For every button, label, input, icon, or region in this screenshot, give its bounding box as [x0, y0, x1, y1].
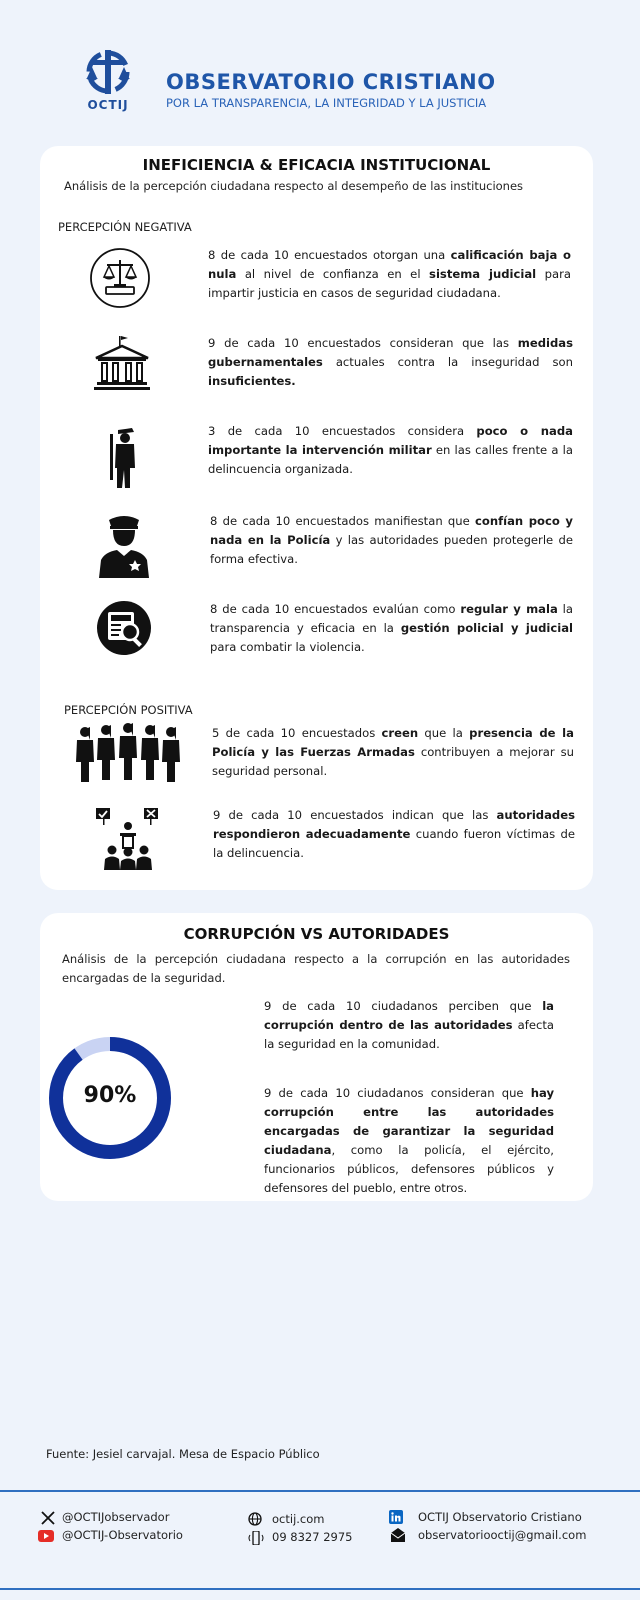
- survey-text: 9 de cada 10 encuestados indican que las autoridades respondieron adecuadamente cuando fueron víctimas de la delincuencia.: [213, 808, 575, 860]
- twitter-handle[interactable]: @OCTIJobservador: [62, 1510, 170, 1524]
- youtube-icon: [38, 1529, 54, 1543]
- corruption-text: 9 de cada 10 ciudadanos consideran que hay corrupción entre las autoridades encargadas de garantizar la seguridad ciudadana, como la policía, el ejército, funcionarios públicos, defensores públicos y defensores del pueblo, entre otros.: [264, 1086, 554, 1195]
- list-item: [40, 422, 593, 494]
- website-link[interactable]: octij.com: [272, 1512, 325, 1526]
- phone-number: 09 8327 2975: [272, 1530, 353, 1544]
- footer-divider-bottom: [0, 1588, 640, 1590]
- survey-text: 3 de cada 10 encuestados considera poco o nada importante la intervención militar en las calles frente a la delincuencia organizada.: [208, 424, 573, 476]
- x-twitter-icon: [40, 1511, 56, 1525]
- youtube-handle[interactable]: @OCTIJ-Observatorio: [62, 1528, 183, 1542]
- globe-icon: [247, 1512, 263, 1526]
- saluting-soldiers-icon: [74, 720, 182, 784]
- government-building-icon: [92, 334, 152, 394]
- institutional-efficiency-card: [40, 146, 593, 890]
- mail-icon: [390, 1528, 406, 1542]
- section1-subtitle: Análisis de la percepción ciudadana respecto al desempeño de las instituciones: [64, 179, 524, 193]
- brand-subtitle: POR LA TRANSPARENCIA, LA INTEGRIDAD Y LA JUSTICIA: [166, 96, 487, 110]
- survey-text: 8 de cada 10 encuestados manifiestan que confían poco y nada en la Policía y las autoridades pueden protegerle de forma efectiva.: [210, 514, 574, 566]
- linkedin-icon: [388, 1510, 404, 1524]
- survey-text: 9 de cada 10 encuestados consideran que las medidas gubernamentales actuales contra la inseguridad son insuficientes.: [208, 336, 573, 388]
- justice-scale-icon: [88, 246, 152, 310]
- cross-scale-icon: [80, 48, 136, 98]
- section1-title: INEFICIENCIA & EFICACIA INSTITUCIONAL: [142, 156, 491, 174]
- corruption-text: 9 de cada 10 ciudadanos perciben que la corrupción dentro de las autoridades afecta la seguridad en la comunidad.: [264, 999, 555, 1051]
- list-item: [40, 246, 593, 316]
- list-item: [40, 720, 593, 790]
- source-note: Fuente: Jesiel carvajal. Mesa de Espacio Público: [46, 1447, 320, 1461]
- document-inspection-icon: [96, 600, 152, 656]
- octij-logo: [80, 48, 136, 118]
- soldier-icon: [104, 422, 144, 492]
- header: [80, 48, 600, 118]
- negative-perception-label: PERCEPCIÓN NEGATIVA: [58, 220, 192, 234]
- donut-label: 90%: [83, 1083, 137, 1108]
- email-address[interactable]: observatoriooctij@gmail.com: [418, 1528, 587, 1542]
- voting-audience-icon: [92, 806, 164, 872]
- linkedin-name[interactable]: OCTIJ Observatorio Cristiano: [418, 1510, 582, 1524]
- survey-text: 5 de cada 10 encuestados creen que la presencia de la Policía y las Fuerzas Armadas contribuyen a mejorar su seguridad personal.: [212, 726, 575, 778]
- list-item: [40, 806, 593, 876]
- police-officer-icon: [95, 512, 153, 580]
- list-item: [40, 512, 593, 584]
- survey-text: 8 de cada 10 encuestados otorgan una calificación baja o nula al nivel de confianza en el sistema judicial para impartir justicia en casos de seguridad ciudadana.: [208, 248, 571, 300]
- brand-title: OBSERVATORIO CRISTIANO: [166, 70, 496, 94]
- phone-icon: [248, 1531, 264, 1545]
- positive-perception-label: PERCEPCIÓN POSITIVA: [64, 703, 193, 717]
- footer-divider-top: [0, 1490, 640, 1492]
- logo-text: OCTIJ: [87, 98, 129, 112]
- list-item: [40, 334, 593, 404]
- survey-text: 8 de cada 10 encuestados evalúan como regular y mala la transparencia y eficacia en la gestión policial y judicial para combatir la violencia.: [210, 602, 574, 654]
- section2-subtitle: Análisis de la percepción ciudadana respecto a la corrupción en las autoridades encargadas de la seguridad.: [62, 952, 570, 985]
- section2-title: CORRUPCIÓN VS AUTORIDADES: [183, 925, 450, 943]
- list-item: [40, 600, 593, 670]
